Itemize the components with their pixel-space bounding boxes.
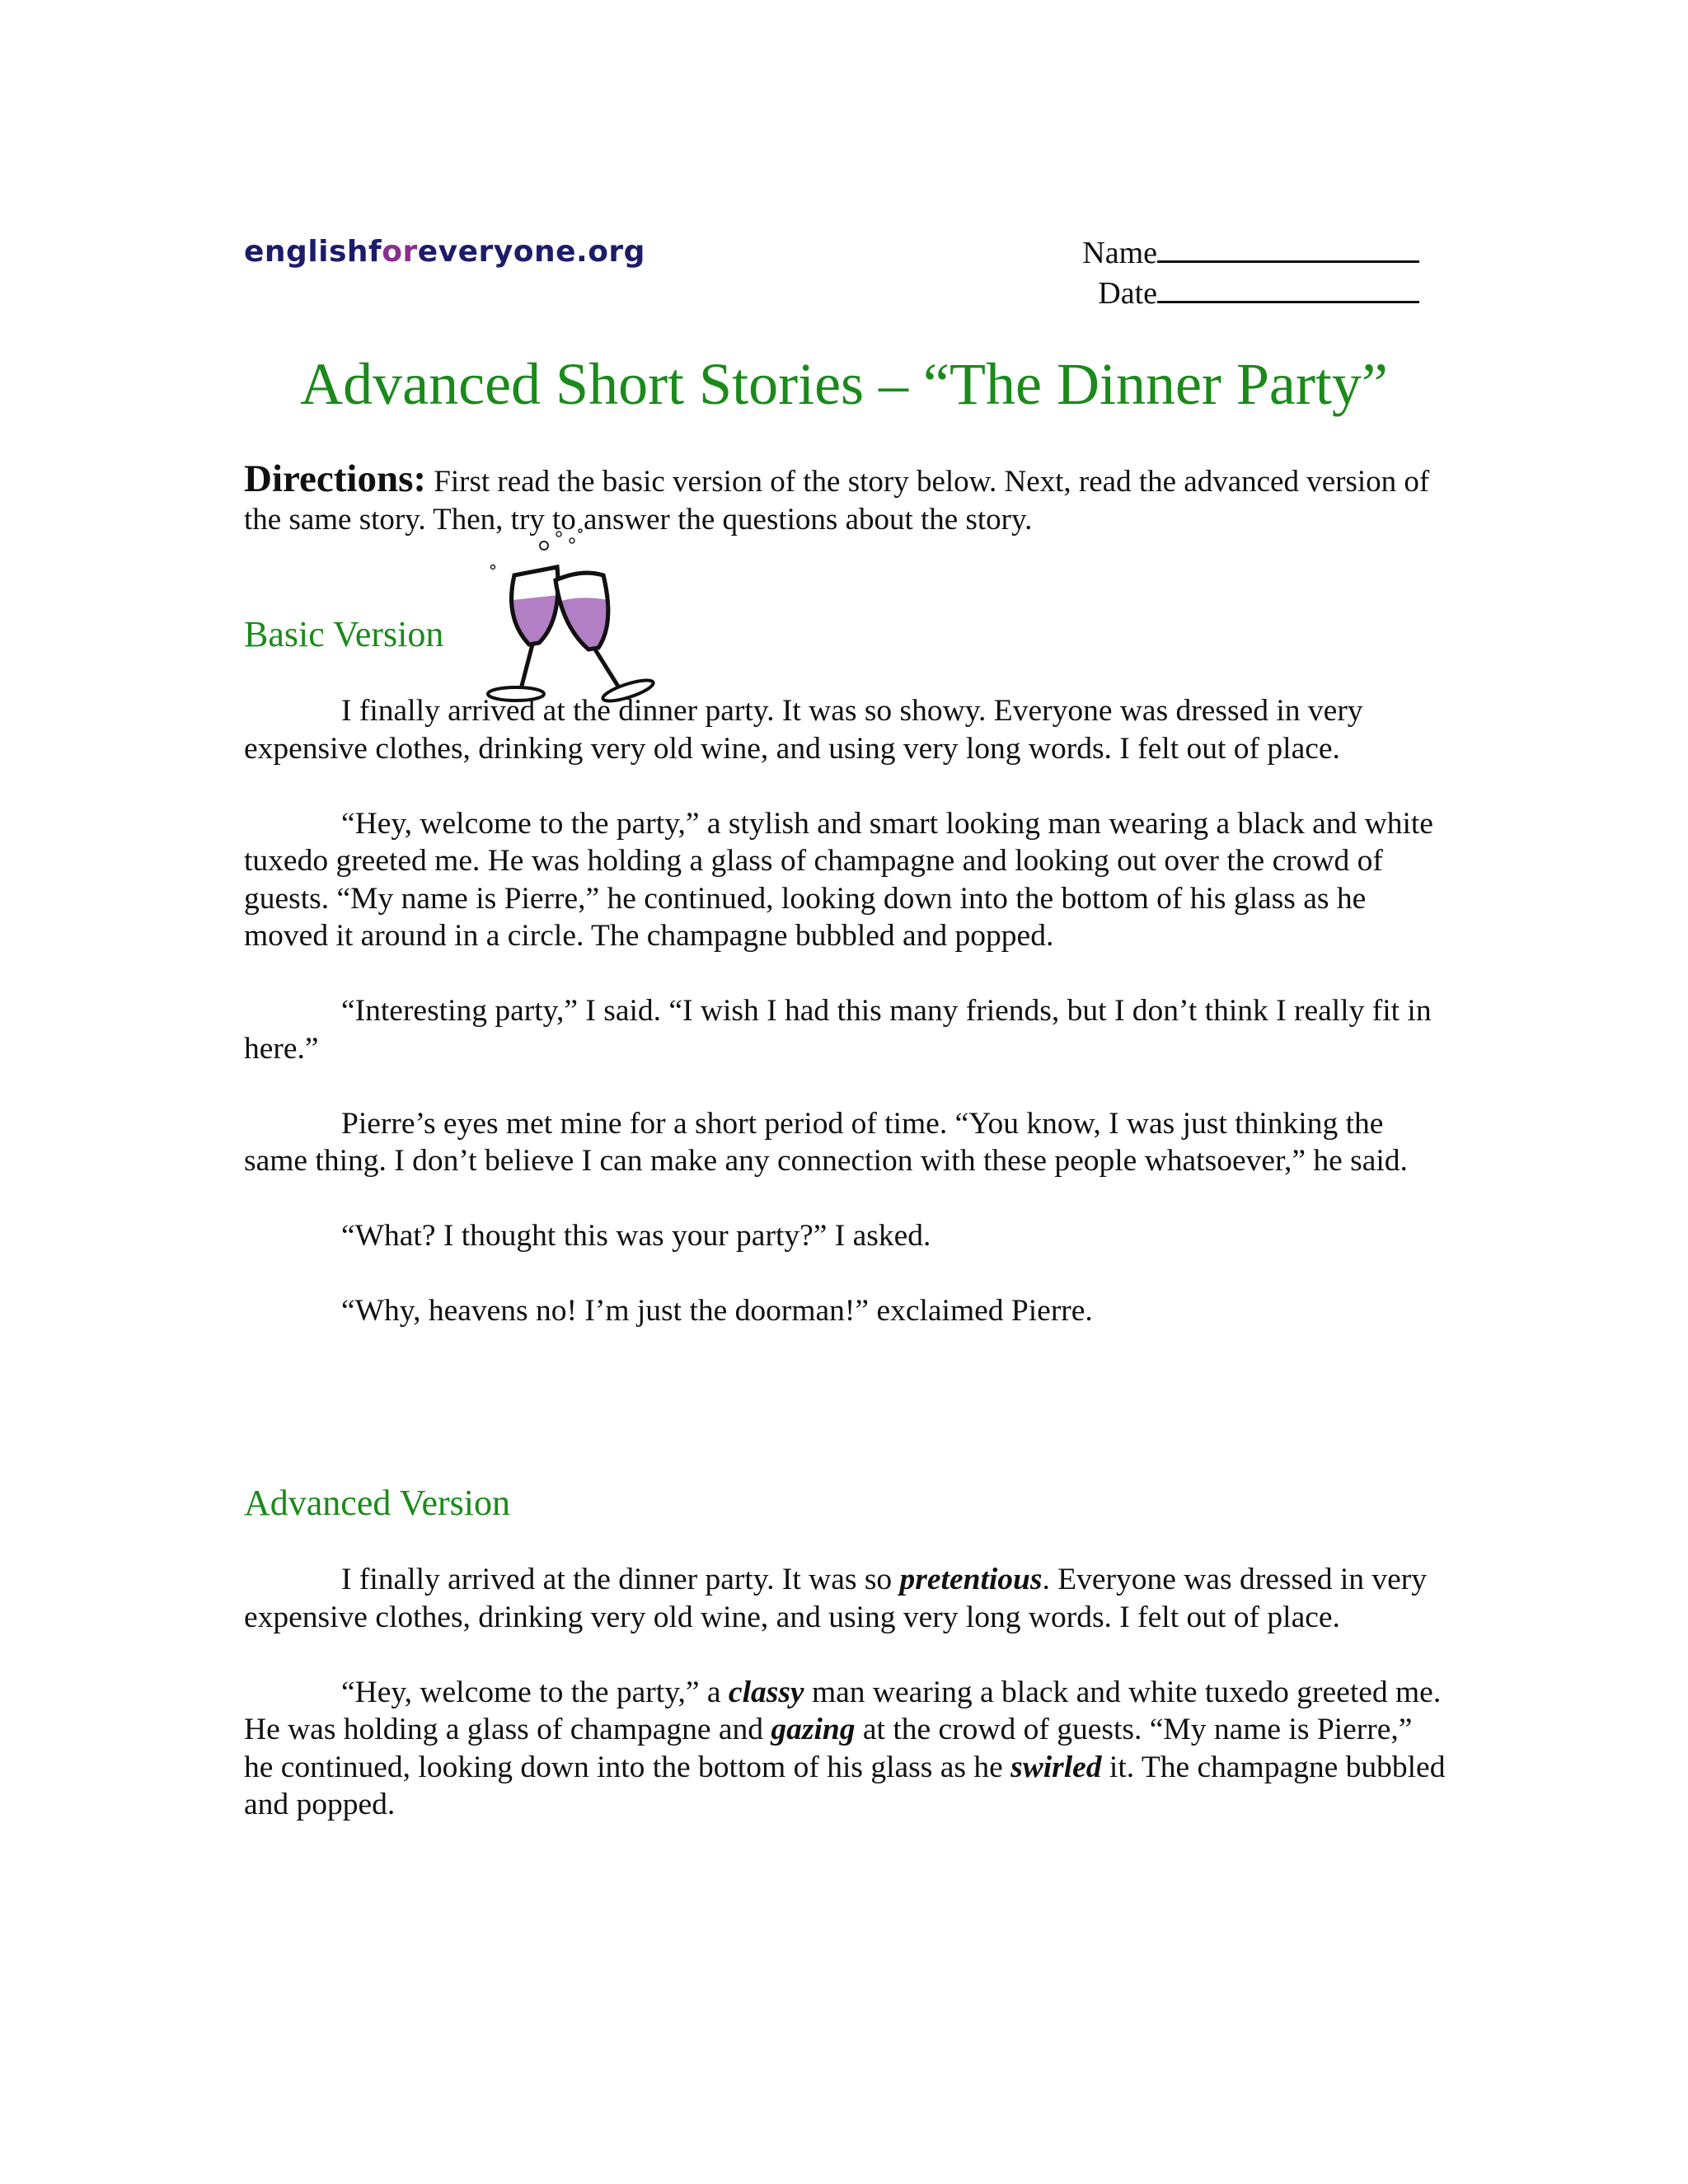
advanced-text: . Everyone was dressed in very expensive clothes, drinking very old wine, and using very long words. I felt out of place.	[244, 1563, 1428, 1634]
basic-story	[244, 692, 1447, 1367]
directions	[244, 457, 1431, 539]
champagne-glasses-toast-icon	[480, 527, 669, 709]
advanced-paragraph	[244, 1674, 1447, 1824]
basic-version-heading: Basic Version	[244, 614, 444, 654]
name-field[interactable]	[1082, 232, 1419, 273]
date-label: Date	[1098, 276, 1157, 311]
basic-paragraph: I finally arrived at the dinner party. It was so showy. Everyone was dressed in very expensive clothes, drinking very old wine, and using very long words. I felt out of place.	[244, 694, 1363, 766]
directions-lead: Directions:	[244, 457, 427, 500]
basic-paragraph: “Hey, welcome to the party,” a stylish and smart looking man wearing a black and white tuxedo greeted me. He was holding a glass of champagne and looking out over the crowd of guests. “My name is Pierre,” he continued, looking down into the bottom of his glass as he moved it around in a circle. The champagne bubbled and popped.	[244, 806, 1433, 953]
basic-paragraph: “Why, heavens no! I’m just the doorman!” exclaimed Pierre.	[341, 1294, 1093, 1328]
basic-paragraph: Pierre’s eyes met mine for a short period of time. “You know, I was just thinking the same thing. I don’t believe I can make any connection with these people whatsoever,” he said.	[244, 1106, 1408, 1178]
basic-paragraph: “What? I thought this was your party?” I asked.	[341, 1219, 931, 1253]
advanced-text: man wearing a black and white tuxedo greeted me. He was holding a glass of champagne and	[244, 1675, 1442, 1746]
vocab-word: swirled	[1010, 1750, 1102, 1784]
advanced-text: I finally arrived at the dinner party. It was so	[341, 1563, 900, 1596]
name-date-fields	[1082, 232, 1419, 313]
brand-part-2: or	[382, 235, 418, 269]
name-blank-line[interactable]	[1157, 232, 1419, 263]
vocab-word: pretentious	[899, 1563, 1043, 1596]
name-label: Name	[1082, 236, 1157, 270]
page-title: Advanced Short Stories – “The Dinner Party”	[300, 351, 1388, 417]
advanced-story	[244, 1561, 1447, 1861]
advanced-text: it. The champagne bubbled and popped.	[244, 1750, 1446, 1821]
advanced-text: “Hey, welcome to the party,” a	[341, 1675, 729, 1709]
date-field[interactable]	[1082, 273, 1419, 313]
advanced-paragraph	[244, 1561, 1447, 1636]
vocab-word: classy	[728, 1675, 804, 1709]
advanced-version-heading: Advanced Version	[244, 1483, 510, 1523]
basic-paragraph: “Interesting party,” I said. “I wish I had this many friends, but I don’t think I really fit in here.”	[244, 994, 1432, 1066]
advanced-text: at the crowd of guests. “My name is Pierre,” he continued, looking down into the bottom of his glass as he	[244, 1713, 1413, 1784]
brand-part-1: englishf	[244, 235, 382, 269]
date-blank-line[interactable]	[1157, 273, 1419, 303]
brand-part-3: everyone.org	[417, 235, 645, 269]
directions-text: First read the basic version of the story below. Next, read the advanced version of the same story. Then, try to answer the questions about the story.	[244, 465, 1430, 537]
site-brand	[244, 232, 645, 272]
vocab-word: gazing	[771, 1713, 856, 1746]
